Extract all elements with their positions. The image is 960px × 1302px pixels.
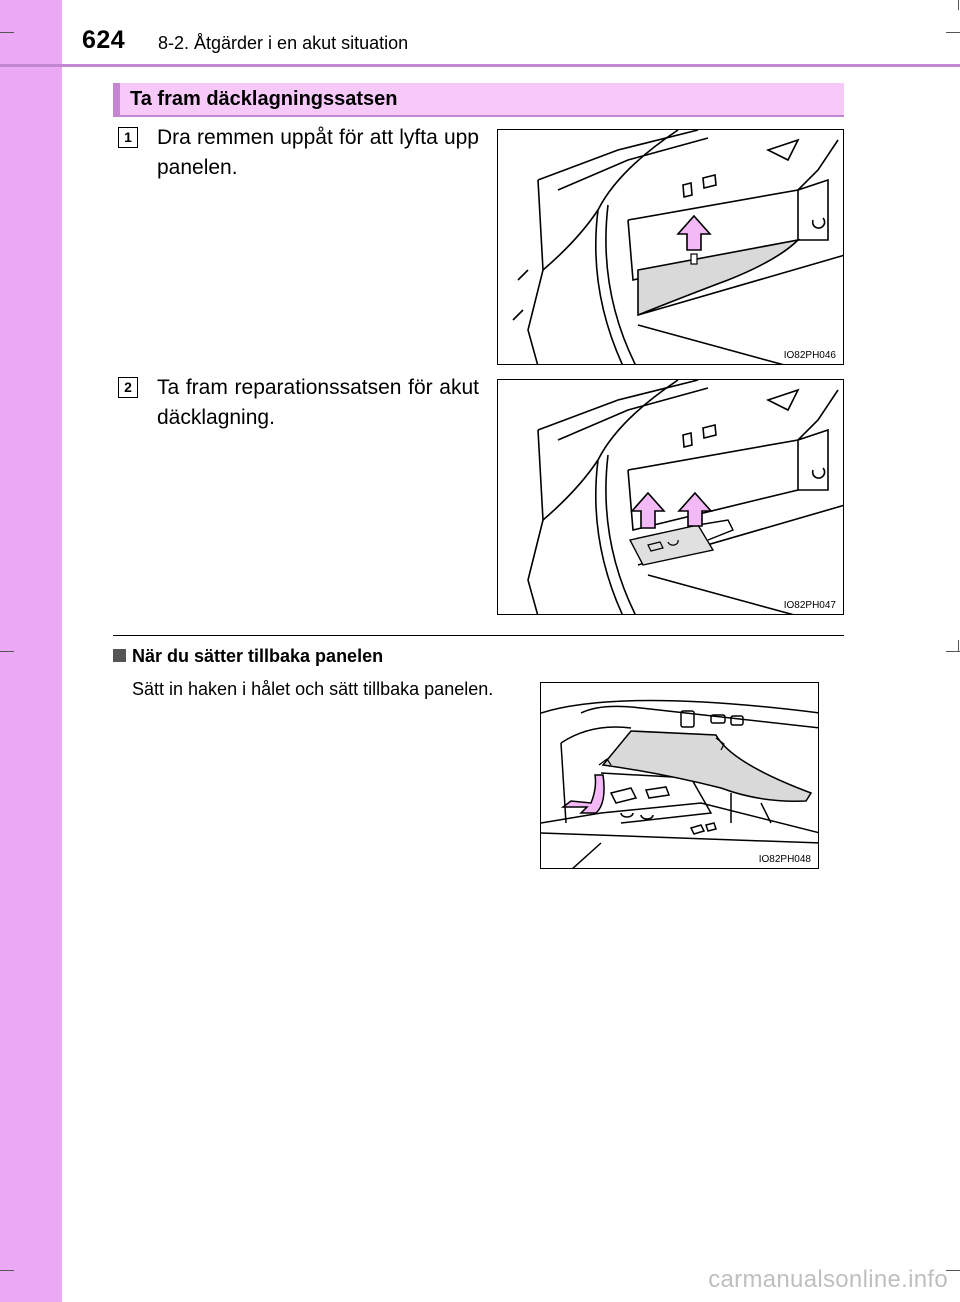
curved-arrow-icon (563, 775, 604, 813)
section-divider (113, 635, 844, 636)
crop-mark (946, 32, 960, 33)
trunk-illustration-kit (498, 380, 844, 615)
header-rule (0, 64, 960, 67)
step-1-badge: 1 (118, 127, 138, 148)
step-2-badge: 2 (118, 377, 138, 398)
trunk-illustration-refit-panel (541, 683, 819, 869)
step-1-text: Dra remmen uppåt för att lyfta upp panelen. (157, 126, 479, 179)
up-arrow-icon (632, 493, 664, 528)
figure-step-2 (497, 379, 844, 615)
chapter-title: 8-2. Åtgärder i en akut situation (158, 33, 409, 53)
figure-code: IO82PH046 (783, 350, 836, 361)
section-heading-bar (113, 83, 844, 117)
figure-code: IO82PH048 (758, 854, 811, 865)
note-heading-text: När du sätter tillbaka panelen (132, 646, 384, 666)
crop-mark (0, 32, 14, 33)
figure-code: IO82PH047 (783, 600, 836, 611)
section-title: Ta fram däcklagningssatsen (130, 88, 398, 110)
step-2-text: Ta fram reparationssatsen för akut däcklagning. (157, 376, 479, 429)
page-number: 624 (82, 26, 126, 54)
square-bullet-icon (113, 649, 126, 662)
crop-mark (0, 651, 14, 652)
note-body: Sätt in haken i hålet och sätt tillbaka panelen. (132, 679, 494, 699)
crop-mark (958, 0, 959, 10)
up-arrow-icon (678, 216, 710, 250)
note-heading (113, 646, 383, 667)
crop-mark (0, 1270, 14, 1271)
crop-mark (946, 1270, 960, 1271)
figure-step-1 (497, 129, 844, 365)
trunk-illustration-lift-panel (498, 130, 844, 365)
up-arrow-icon (679, 493, 711, 526)
section-accent (113, 83, 120, 115)
crop-mark (958, 640, 959, 652)
watermark: carmanualsonline.info (708, 1266, 948, 1293)
figure-note (540, 682, 819, 869)
